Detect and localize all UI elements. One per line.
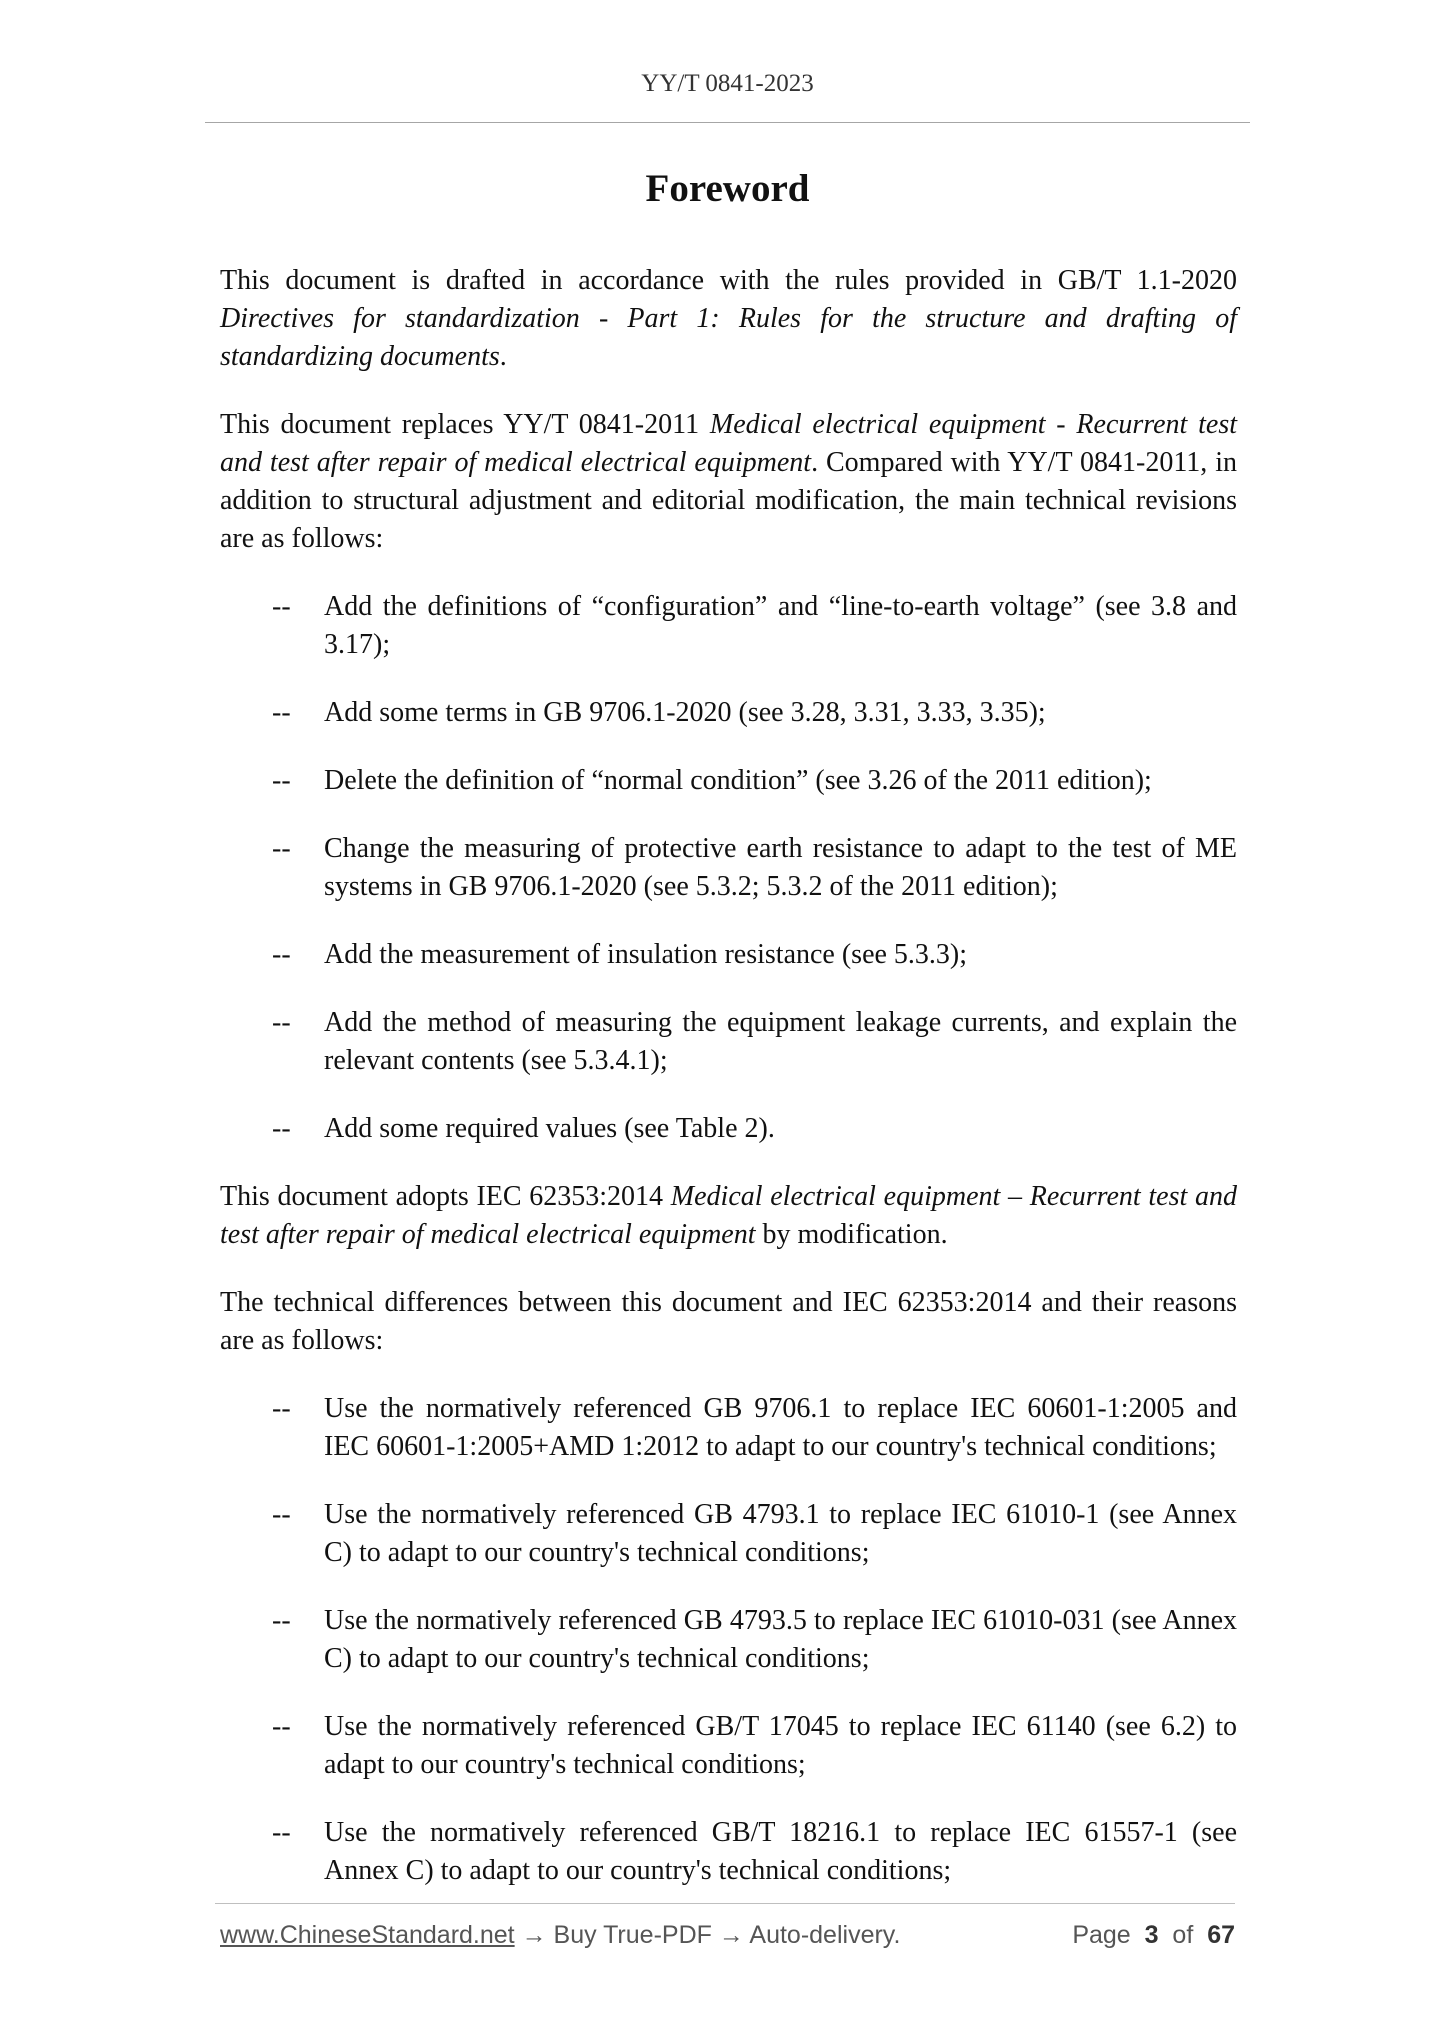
list-dash: -- [272, 1007, 291, 1038]
footer-divider [215, 1903, 1235, 1904]
revisions-list [220, 588, 1237, 1148]
page-total: 67 [1207, 1921, 1235, 1949]
list-dash: -- [272, 1605, 291, 1636]
differences-list [220, 1390, 1237, 1890]
list-dash: -- [272, 1711, 291, 1742]
header-divider [205, 122, 1250, 123]
list-dash: -- [272, 1393, 291, 1424]
list-item: -- Delete the definition of “normal condition” (see 3.26 of the 2011 edition); [220, 762, 1237, 800]
page-footer [220, 1921, 1235, 1950]
list-item: -- Add some required values (see Table 2). [220, 1110, 1237, 1148]
footer-tagline: → Buy True-PDF → Auto-delivery. [514, 1921, 901, 1949]
list-item: -- Add some terms in GB 9706.1-2020 (see 3.28, 3.31, 3.33, 3.35); [220, 694, 1237, 732]
list-dash: -- [272, 765, 291, 796]
list-dash: -- [272, 1817, 291, 1848]
website-link[interactable]: www.ChineseStandard.net [220, 1921, 515, 1949]
differences-intro-paragraph: The technical differences between this document and IEC 62353:2014 and their reasons are as follows: [220, 1287, 1237, 1356]
replacement-paragraph: This document replaces YY/T 0841-2011 Medical electrical equipment - Recurrent test and test after repair of medical electrical equipment. Compared with YY/T 0841-2011, in addition to structural adjustment and editorial modification, the main technical revisions are as follows: [220, 409, 1238, 554]
replaced-standard-title: Medical electrical equipment - Recurrent test and test after repair of medical electrical equipment [220, 409, 1237, 478]
list-item: -- Use the normatively referenced GB/T 17045 to replace IEC 61140 (see 6.2) to adapt to our country's technical conditions; [220, 1708, 1237, 1784]
page-indicator: Page 3 of 67 [1072, 1921, 1235, 1949]
list-item: -- Change the measuring of protective earth resistance to adapt to the test of ME systems in GB 9706.1-2020 (see 5.3.2; 5.3.2 of the 2011 edition); [220, 830, 1237, 906]
running-header: YY/T 0841-2023 [641, 70, 814, 97]
page-title: Foreword [645, 167, 810, 210]
list-item: -- Add the definitions of “configuration” and “line-to-earth voltage” (see 3.8 and 3.17); [220, 588, 1237, 664]
list-dash: -- [272, 833, 291, 864]
list-dash: -- [272, 1113, 291, 1144]
list-item: -- Use the normatively referenced GB 9706.1 to replace IEC 60601-1:2005 and IEC 60601-1:2005+AMD 1:2012 to adapt to our country's technical conditions; [220, 1390, 1237, 1466]
intro-paragraph: This document is drafted in accordance with the rules provided in GB/T 1.1-2020 Directives for standardization - Part 1: Rules for the structure and drafting of standardizing documents. [220, 265, 1237, 372]
list-item: -- Use the normatively referenced GB 4793.5 to replace IEC 61010-031 (see Annex C) to adapt to our country's technical conditions; [220, 1602, 1237, 1678]
list-item: -- Use the normatively referenced GB 4793.1 to replace IEC 61010-1 (see Annex C) to adapt to our country's technical conditions; [220, 1496, 1237, 1572]
list-dash: -- [272, 1499, 291, 1530]
list-dash: -- [272, 591, 291, 622]
list-dash: -- [272, 697, 291, 728]
referenced-standard-title: Directives for standardization - Part 1: Rules for the structure and drafting of standardizing documents [220, 303, 1237, 372]
document-body [220, 262, 1237, 1920]
page-number: 3 [1144, 1921, 1159, 1949]
adopted-standard-title: Medical electrical equipment – Recurrent test and test after repair of medical electrical equipment [220, 1181, 1237, 1250]
list-item: -- Use the normatively referenced GB/T 18216.1 to replace IEC 61557-1 (see Annex C) to adapt to our country's technical conditions; [220, 1814, 1237, 1890]
list-dash: -- [272, 939, 291, 970]
list-item: -- Add the method of measuring the equipment leakage currents, and explain the relevant contents (see 5.3.4.1); [220, 1004, 1237, 1080]
adoption-paragraph: This document adopts IEC 62353:2014 Medical electrical equipment – Recurrent test and test after repair of medical electrical equipment by modification. [220, 1181, 1237, 1250]
list-item: -- Add the measurement of insulation resistance (see 5.3.3); [220, 936, 1237, 974]
